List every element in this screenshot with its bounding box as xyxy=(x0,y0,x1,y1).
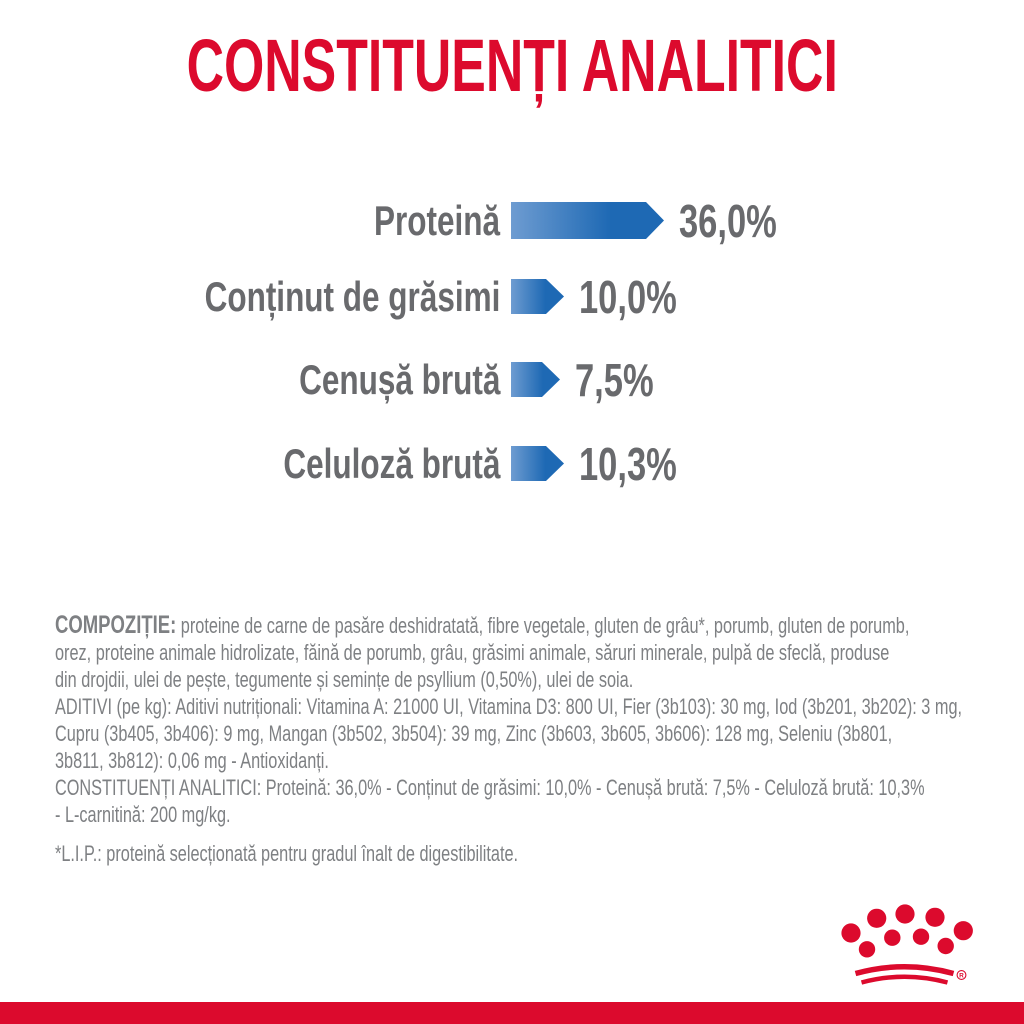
composition-lead-label: COMPOZIȚIE: xyxy=(55,611,177,639)
lip-footnote xyxy=(55,840,681,867)
composition-text-line xyxy=(55,720,1024,747)
crown-dot xyxy=(938,938,954,954)
chart-bar xyxy=(511,362,560,397)
bar-arrow-shape xyxy=(511,279,564,314)
chart-row-label xyxy=(0,439,500,487)
crown-dot xyxy=(884,930,900,946)
bar-arrow-shape xyxy=(511,362,560,397)
crown-dot xyxy=(841,923,860,942)
crown-base-arc-lower xyxy=(862,977,948,983)
composition-text-line-content: 3b811, 3b812): 0,06 mg - Antioxidanți. xyxy=(55,748,329,773)
composition-text-line xyxy=(55,801,1024,828)
svg-text:R: R xyxy=(959,972,964,980)
chart-row-value-text: 7,5% xyxy=(575,353,654,406)
chart-bar xyxy=(511,279,564,314)
chart-row-label-text: Celuloză brută xyxy=(282,439,500,487)
chart-row-label xyxy=(0,355,500,403)
composition-text-line-content: COMPOZIȚIE: proteine de carne de pasăre deshidratată, fibre vegetale, gluten de grâu*, porumb, gluten de porumb, xyxy=(55,611,910,639)
crown-dot xyxy=(925,908,944,927)
chart-row-value-text: 10,3% xyxy=(579,437,677,490)
composition-text-line xyxy=(55,693,1024,720)
chart-row-label xyxy=(0,272,500,320)
chart-row xyxy=(0,194,1024,247)
composition-text-line xyxy=(55,612,1024,639)
crown-dot xyxy=(913,929,929,945)
crown-dot xyxy=(867,909,886,928)
chart-row xyxy=(0,353,1024,406)
chart-row-value xyxy=(579,437,709,490)
page-title-text: CONSTITUENȚI ANALITICI xyxy=(186,24,838,107)
composition-text-line-content: CONSTITUENȚI ANALITICI: Proteină: 36,0% - Conținut de grăsimi: 10,0% - Cenușă brută: 7,5% - Celuloză brută: 10,3% xyxy=(55,775,925,800)
composition-text-line xyxy=(55,639,1024,666)
composition-text-line-content: Cupru (3b405, 3b406): 9 mg, Mangan (3b502, 3b504): 39 mg, Zinc (3b603, 3b605, 3b606): 128 mg, Seleniu (3b801, xyxy=(55,721,893,746)
composition-text-line-content: orez, proteine animale hidrolizate, făină de porumb, grâu, grăsimi animale, săruri minerale, pulpă de sfeclă, produse xyxy=(55,640,890,665)
crown-dot xyxy=(859,941,875,957)
chart-bar xyxy=(511,446,564,481)
crown-dot xyxy=(954,921,973,940)
bar-arrow-shape xyxy=(511,202,664,239)
chart-row-label xyxy=(0,196,500,244)
chart-row-value-text: 36,0% xyxy=(679,194,777,247)
chart-row xyxy=(0,270,1024,323)
composition-text-line xyxy=(55,666,1024,693)
chart-bar xyxy=(511,202,664,239)
chart-row-label-text: Conținut de grăsimi xyxy=(204,272,500,320)
chart-row-value xyxy=(575,353,680,406)
composition-text-line-content: din drojdii, ulei de pește, tegumente și semințe de psyllium (0,50%), ulei de soia. xyxy=(55,667,634,692)
composition-text-line xyxy=(55,774,1024,801)
chart-row-value xyxy=(679,194,809,247)
registered-trademark-icon xyxy=(957,971,966,980)
chart-row-value-text: 10,0% xyxy=(579,270,677,323)
royal-canin-crown-icon xyxy=(835,900,985,1010)
footer-red-bar xyxy=(0,1002,1024,1024)
composition-text-line-content: ADITIVI (pe kg): Aditivi nutriționali: Vitamina A: 21000 UI, Vitamina D3: 800 UI, Fier (3b103): 30 mg, Iod (3b201, 3b202): 3 mg, xyxy=(55,694,963,719)
bar-arrow-shape xyxy=(511,446,564,481)
composition-text-block xyxy=(55,612,1024,828)
chart-row-value xyxy=(579,270,709,323)
chart-row-label-text: Proteină xyxy=(373,196,500,244)
crown-dot xyxy=(895,904,914,923)
crown-base-arc-upper xyxy=(856,967,954,974)
crown-dots xyxy=(841,904,973,957)
composition-text-line xyxy=(55,747,1024,774)
lip-footnote-text: *L.I.P.: proteină selecționată pentru gradul înalt de digestibilitate. xyxy=(55,841,519,866)
page-title xyxy=(0,26,1024,106)
chart-row xyxy=(0,437,1024,490)
composition-text-line-content: - L-carnitină: 200 mg/kg. xyxy=(55,802,231,827)
chart-row-label-text: Cenușă brută xyxy=(298,355,500,403)
